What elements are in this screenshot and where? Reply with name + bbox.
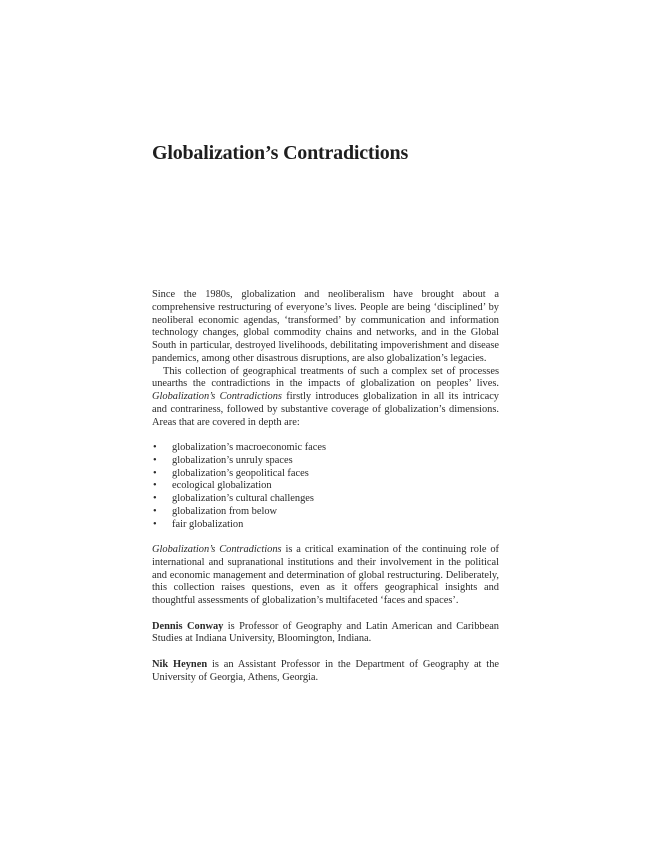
- intro-paragraph-2: [152, 366, 499, 430]
- intro-paragraph-2-text-cont: firstly introduces globalization in all its intricacy and contrariness, followed by substantive coverage of globalization’s dimensions. Areas that are covered in depth are:: [152, 391, 500, 428]
- author-bio-1: [152, 621, 499, 647]
- book-title: Globalization’s Contradictions: [152, 142, 409, 164]
- bullet-icon: •: [153, 454, 157, 466]
- summary-text: is a critical examination of the continuing role of international and supranational institutions and their involvement in the political and economic management and determination of global restructuring. Deliberately, this collection raises questions, even as it offers geographical insights and thoughtful assessments of globalization’s multifaceted ‘faces and spaces’.: [152, 544, 500, 606]
- bullet-icon: •: [153, 505, 157, 517]
- book-title-italic: Globalization’s Contradictions: [152, 544, 282, 555]
- bullet-icon: •: [153, 442, 157, 453]
- spacer: [152, 429, 499, 442]
- author-bio-2: [152, 659, 499, 685]
- bullet-icon: •: [153, 518, 157, 530]
- list-item-label: fair globalization: [172, 518, 244, 530]
- author-bio-text: is an Assistant Professor in the Department of Geography at the University of Georgia, Athens, Georgia.: [152, 658, 499, 683]
- intro-paragraph-2-text: This collection of geographical treatments of such a complex set of processes unearths the contradictions in the impacts of globalization on peoples’ lives.: [152, 365, 499, 390]
- list-item: [152, 442, 499, 455]
- list-item-label: globalization from below: [172, 505, 278, 517]
- list-item: [152, 480, 499, 493]
- author-name: Dennis Conway: [152, 620, 224, 632]
- list-item-label: ecological globalization: [172, 480, 272, 492]
- book-title-italic: Globalization’s Contradictions: [152, 391, 282, 402]
- author-bio-text: is Professor of Geography and Latin American and Caribbean Studies at Indiana University, Bloomington, Indiana.: [152, 620, 500, 645]
- spacer: [152, 531, 499, 544]
- spacer: [152, 608, 499, 621]
- list-item-label: globalization’s macroeconomic faces: [172, 442, 327, 453]
- list-item: [152, 506, 499, 519]
- description-body: [152, 289, 499, 684]
- bullet-icon: •: [153, 467, 157, 479]
- spacer: [152, 646, 499, 659]
- list-item: [152, 468, 499, 481]
- areas-list: [152, 442, 499, 531]
- summary-paragraph: [152, 544, 499, 608]
- bullet-icon: •: [153, 493, 157, 504]
- list-item: [152, 455, 499, 468]
- list-item-label: globalization’s geopolitical faces: [172, 467, 309, 479]
- list-item-label: globalization’s unruly spaces: [172, 454, 293, 466]
- list-item-label: globalization’s cultural challenges: [172, 493, 314, 504]
- author-name: Nik Heynen: [152, 658, 208, 670]
- intro-paragraph-1: Since the 1980s, globalization and neoliberalism have brought about a comprehensive restructuring of everyone’s lives. People are being ‘disciplined’ by neoliberal economic agendas, ‘transformed’ by communication and information technology changes, global commodity chains and networks, and in the Global South in particular, destroyed livelihoods, debilitating impoverishment and disease pandemics, among other disastrous disruptions, are also globalization’s legacies.: [152, 289, 499, 364]
- bullet-icon: •: [153, 480, 157, 492]
- list-item: [152, 519, 499, 532]
- list-item: [152, 493, 499, 506]
